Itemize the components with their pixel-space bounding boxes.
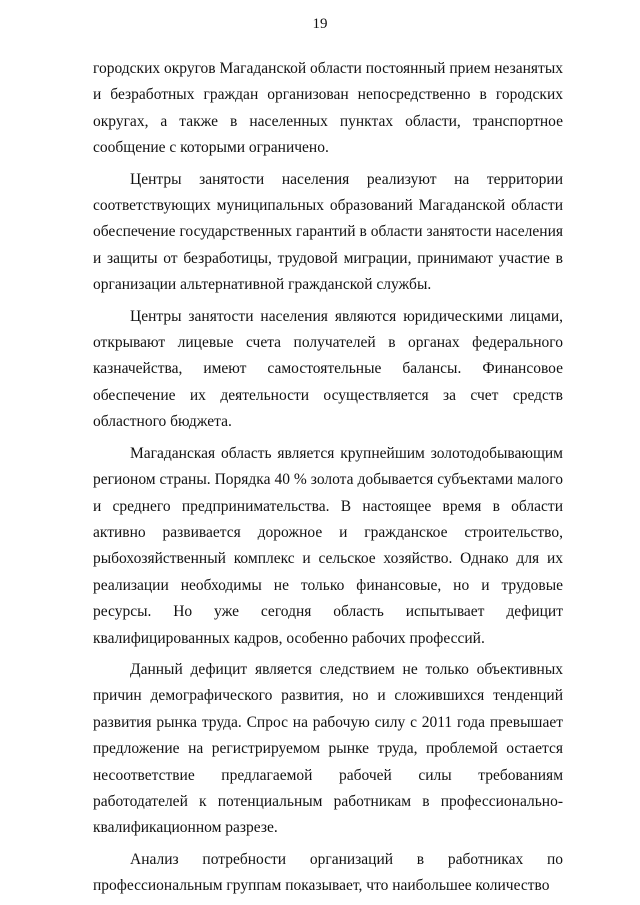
page-number: 19 — [312, 16, 328, 32]
paragraph: городских округов Магаданской области постоянный прием незанятых и безработных граждан организован непосредственно в городских округах, а также в населенных пунктах области, транспортное сообщение с которыми ограничено. — [93, 60, 563, 157]
body-text — [93, 56, 563, 900]
paragraph: Данный дефицит является следствием не только объективных причин демографического развития, но и сложившихся тенденций развития рынка труда. Спрос на рабочую силу с 2011 года превышает предложение на регистрируемом рынке труда, проблемой остается несоответствие предлагаемой рабочей силы требованиям работодателей к потенциальным работникам в профессионально-квалификационном разрезе. — [93, 660, 563, 837]
paragraph: Центры занятости населения реализуют на территории соответствующих муниципальных образований Магаданской области обеспечение государственных гарантий в области занятости населения и защиты от безработицы, трудовой миграции, принимают участие в организации альтернативной гражданской службы. — [93, 170, 563, 294]
paragraph: Магаданская область является крупнейшим золотодобывающим регионом страны. Порядка 40 % золота добывается субъектами малого и среднего предпринимательства. В настоящее время в области активно развивается дорожное и гражданское строительство, рыбохозяйственный комплекс и сельское хозяйство. Однако для их реализации необходимы не только финансовые, но и трудовые ресурсы. Но уже сегодня область испытывает дефицит квалифицированных кадров, особенно рабочих профессий. — [93, 444, 563, 647]
paragraph: Анализ потребности организаций в работниках по профессиональным группам показывает, что наибольшее количество — [93, 850, 563, 895]
paragraph: Центры занятости населения являются юридическими лицами, открывают лицевые счета получателей в органах федерального казначейства, имеют самостоятельные балансы. Финансовое обеспечение их деятельности осуществляется за счет средств областного бюджета. — [93, 307, 563, 431]
